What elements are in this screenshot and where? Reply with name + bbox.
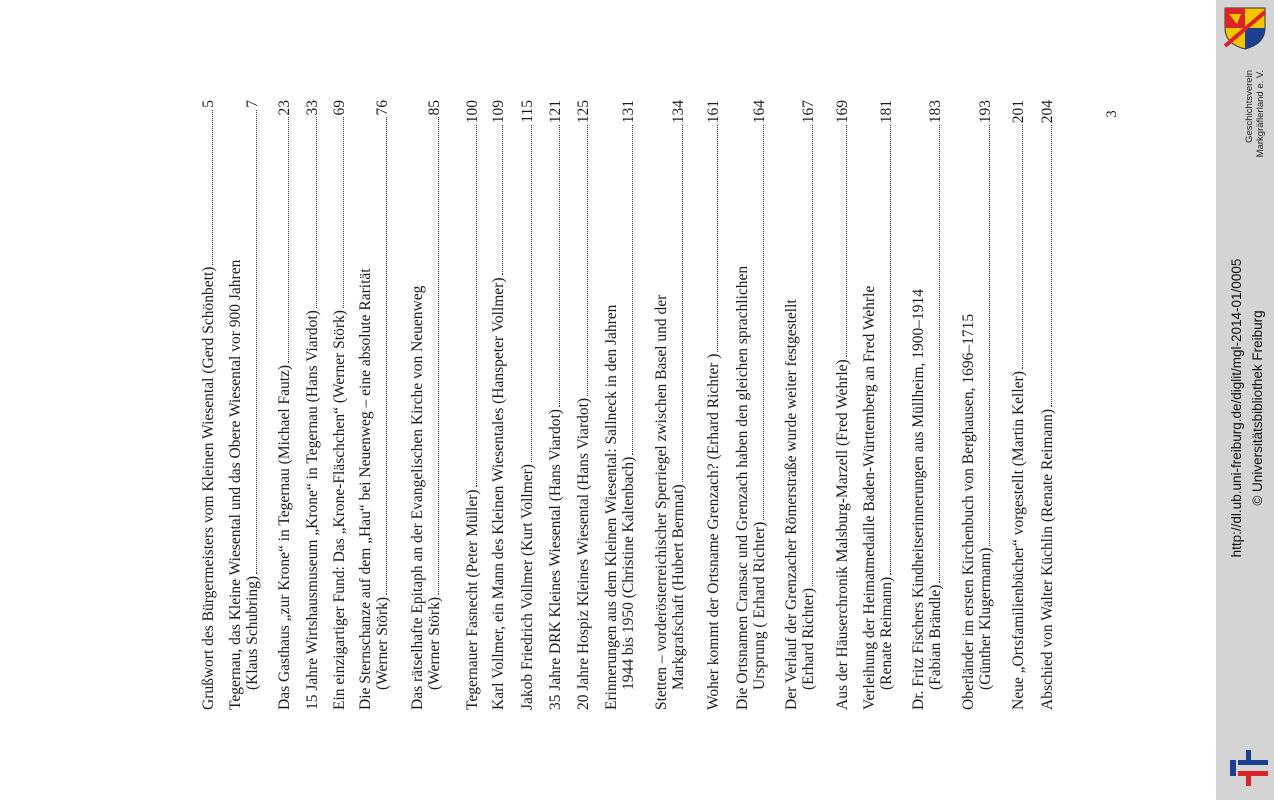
toc-page-number: 131 (620, 100, 637, 124)
toc-entry-line (834, 100, 851, 710)
toc-entry-title: Das rätselhafte Epitaph an der Evangelischen Kirche von Neuenweg (409, 285, 426, 710)
toc-entry[interactable] (960, 100, 994, 710)
toc-page-number: 115 (519, 100, 536, 123)
toc-page-number: 204 (1039, 100, 1056, 124)
toc-entry-title: Erinnerungen aus dem Kleinen Wiesental: Sallneck in den Jahren (603, 304, 620, 710)
toc-entry-line (670, 100, 687, 710)
toc-entry[interactable] (227, 100, 261, 710)
toc-entry-line (200, 100, 217, 710)
toc-entry-line (1039, 100, 1056, 710)
toc-leader-dots (1010, 125, 1023, 369)
toc-entry-title: 35 Jahre DRK Kleines Wiesental (Hans Viardot) (547, 409, 564, 710)
toc-entry[interactable] (304, 100, 321, 710)
toc-entry[interactable] (910, 100, 944, 710)
toc-leader-dots (620, 125, 633, 454)
association-name (1244, 70, 1266, 230)
toc-leader-dots (575, 125, 588, 396)
toc-entry-line (409, 100, 426, 710)
toc-entry-line (519, 100, 536, 710)
toc-entry[interactable] (276, 100, 293, 710)
toc-entry[interactable] (705, 100, 722, 710)
toc-leader-dots (304, 118, 317, 309)
toc-entry-line (227, 100, 244, 710)
toc-entry[interactable] (200, 100, 217, 710)
toc-entry[interactable] (783, 100, 817, 710)
toc-entry-title: Die Ortsnamen Cransac und Grenzach haben den gleichen sprachlichen (734, 265, 751, 710)
toc-leader-dots (878, 125, 891, 575)
toc-page-number: 161 (705, 100, 722, 124)
toc-entry-line (374, 100, 391, 710)
toc-entry-line (800, 100, 817, 710)
toc-page-number: 33 (304, 100, 321, 116)
toc-entry-line (464, 100, 481, 710)
toc-entry-title: Ein einzigartiger Fund: Das „Krone-Fläschchen“ (Werner Störk) (331, 310, 348, 710)
toc-entry-title: Aus der Häuserchronik Malsburg-Marzell (Fred Wehrle) (834, 359, 851, 710)
toc-leader-dots (800, 125, 813, 586)
toc-page-number: 5 (200, 100, 217, 108)
toc-entry-line (426, 100, 443, 710)
toc-entry[interactable] (490, 100, 507, 710)
toc-entry[interactable] (734, 100, 768, 710)
toc-entry-line (603, 100, 620, 710)
toc-entry-title: 15 Jahre Wirtshausmuseum „Krone“ in Tegernau (Hans Viardot) (304, 310, 321, 710)
toc-page-number: 69 (331, 100, 348, 116)
toc-page-number: 193 (977, 100, 994, 124)
toc-entry-title: 1944 bis 1950 (Christine Kaltenbach) (620, 456, 637, 690)
toc-entry-line (751, 100, 768, 710)
toc-entry-title: Abschied von Walter Küchlin (Renate Reimann) (1039, 408, 1056, 710)
toc-entry-title: Neue „Ortsfamilienbücher“ vorgestellt (Martin Keller) (1010, 371, 1027, 710)
toc-leader-dots (244, 110, 257, 574)
toc-entry-title: Ursprung ( Erhard Richter) (751, 521, 768, 690)
toc-page-number: 23 (276, 100, 293, 116)
toc-entry-line (653, 100, 670, 710)
toc-entry-line (960, 100, 977, 710)
association-line-1: Geschichtsverein (1244, 70, 1255, 143)
toc-entry[interactable] (603, 100, 637, 710)
toc-entry[interactable] (575, 100, 592, 710)
toc-leader-dots (834, 125, 847, 357)
toc-entry[interactable] (519, 100, 536, 710)
toc-entry-line (927, 100, 944, 710)
toc-page-number: 76 (374, 100, 391, 116)
toc-entry[interactable] (464, 100, 481, 710)
toc-entry-title: (Renate Reimann) (878, 576, 895, 690)
page-number: 3 (1104, 110, 1120, 118)
toc-entry-title: (Günther Klugermann) (977, 547, 994, 690)
toc-page-number: 201 (1010, 100, 1027, 124)
toc-entry-line (331, 100, 348, 710)
toc-entry-line (304, 100, 321, 710)
toc-leader-dots (490, 125, 503, 275)
toc-entry-title: Woher kommt der Ortsname Grenzach? (Erhard Richter ) (705, 353, 722, 710)
toc-leader-dots (519, 125, 532, 462)
toc-entry-title: 20 Jahre Hospiz Kleines Wiesental (Hans Viardot) (575, 397, 592, 710)
association-line-2: Markgräflerland e. V. (1255, 70, 1266, 158)
university-library-logo-icon (1226, 744, 1268, 792)
toc-entry-line (861, 100, 878, 710)
toc-entry-title: Grußwort des Bürgermeisters vom Kleinen Wiesental (Gerd Schönbett) (200, 266, 217, 710)
toc-entry-title: Markgrafschaft (Hubert Bernnat) (670, 484, 687, 690)
toc-page-number: 109 (490, 100, 507, 124)
toc-leader-dots (751, 125, 764, 519)
library-credit: © Universitätsbibliothek Freiburg (1250, 310, 1265, 506)
toc-page-number: 183 (927, 100, 944, 124)
toc-entry[interactable] (1039, 100, 1056, 710)
toc-entry-title: Oberländer im ersten Kirchenbuch von Berghausen, 1696–1715 (960, 313, 977, 710)
toc-leader-dots (200, 110, 213, 265)
toc-page-number: 134 (670, 100, 687, 124)
toc-page-number: 181 (878, 100, 895, 124)
toc-entry-line (783, 100, 800, 710)
toc-entry-line (490, 100, 507, 710)
toc-leader-dots (670, 125, 683, 482)
toc-entry-line (276, 100, 293, 710)
toc-entry-line (734, 100, 751, 710)
toc-entry-title: Die Sternschanze auf dem „Hau“ bei Neuenweg – eine absolute Rarität (357, 268, 374, 710)
toc-leader-dots (464, 125, 477, 487)
toc-entry-line (357, 100, 374, 710)
toc-entry-title: Das Gasthaus „zur Krone“ in Tegernau (Michael Fautz) (276, 364, 293, 710)
source-credits (1226, 218, 1272, 598)
toc-page-number: 7 (244, 100, 261, 108)
toc-entry-title: (Klaus Schubring) (244, 575, 261, 690)
toc-entry[interactable] (1010, 100, 1027, 710)
toc-page-number: 167 (800, 100, 817, 124)
toc-page-number: 164 (751, 100, 768, 124)
toc-entry[interactable] (357, 100, 391, 710)
toc-entry-line (705, 100, 722, 710)
toc-entry-line (878, 100, 895, 710)
toc-entry[interactable] (653, 100, 687, 710)
toc-leader-dots (927, 125, 940, 582)
toc-page-number: 100 (464, 100, 481, 124)
toc-entry-title: Verleihung der Heimatmedaille Baden-Württemberg an Fred Wehrle (861, 285, 878, 710)
toc-leader-dots (1039, 125, 1052, 407)
toc-entry-title: Stetten – vorderösterreichischer Sperriegel zwischen Basel und der (653, 294, 670, 710)
toc-entry[interactable] (861, 100, 895, 710)
toc-entry-title: Karl Vollmer, ein Mann des Kleinen Wiesentales (Hanspeter Vollmer) (490, 277, 507, 710)
toc-leader-dots (331, 118, 344, 309)
toc-entry-line (977, 100, 994, 710)
toc-page-number: 125 (575, 100, 592, 124)
toc-entry-line (620, 100, 637, 710)
toc-entry-title: (Werner Störk) (374, 596, 391, 690)
toc-entry-title: Jakob Friedrich Vollmer (Kurt Vollmer) (519, 464, 536, 710)
toc-leader-dots (374, 118, 387, 595)
table-of-contents (200, 100, 1120, 710)
toc-entry-title: (Werner Störk) (426, 596, 443, 690)
coat-of-arms-icon (1221, 6, 1269, 50)
toc-leader-dots (977, 125, 990, 545)
toc-page-number: 121 (547, 100, 564, 124)
toc-entry[interactable] (834, 100, 851, 710)
toc-entry[interactable] (331, 100, 348, 710)
toc-entry-line (547, 100, 564, 710)
toc-entry-title: Dr. Fritz Fischers Kindheitserinnerungen aus Müllheim, 1900–1914 (910, 288, 927, 710)
toc-entry-title: Der Verlauf der Grenzacher Römerstraße wurde weiter festgestellt (783, 299, 800, 710)
toc-entry[interactable] (547, 100, 564, 710)
toc-leader-dots (426, 118, 439, 595)
toc-page-number: 85 (426, 100, 443, 116)
toc-entry-line (1010, 100, 1027, 710)
toc-entry-line (910, 100, 927, 710)
toc-entry-line (575, 100, 592, 710)
toc-entry-title: Tegernauer Fasnecht (Peter Müller) (464, 489, 481, 710)
toc-leader-dots (705, 125, 718, 351)
toc-entry-title: Tegernau, das Kleine Wiesental und das Obere Wiesental vor 900 Jahren (227, 259, 244, 710)
toc-entry-title: (Erhard Richter) (800, 588, 817, 690)
toc-entry[interactable] (409, 100, 443, 710)
toc-page-number: 169 (834, 100, 851, 124)
toc-entry-title: (Fabian Brändle) (927, 584, 944, 690)
toc-leader-dots (547, 125, 560, 407)
source-url-link[interactable]: http://dl.ub.uni-freiburg.de/diglit/mgl-2014-01/0005 (1229, 258, 1244, 558)
toc-leader-dots (276, 118, 289, 363)
toc-entry-line (244, 100, 261, 710)
